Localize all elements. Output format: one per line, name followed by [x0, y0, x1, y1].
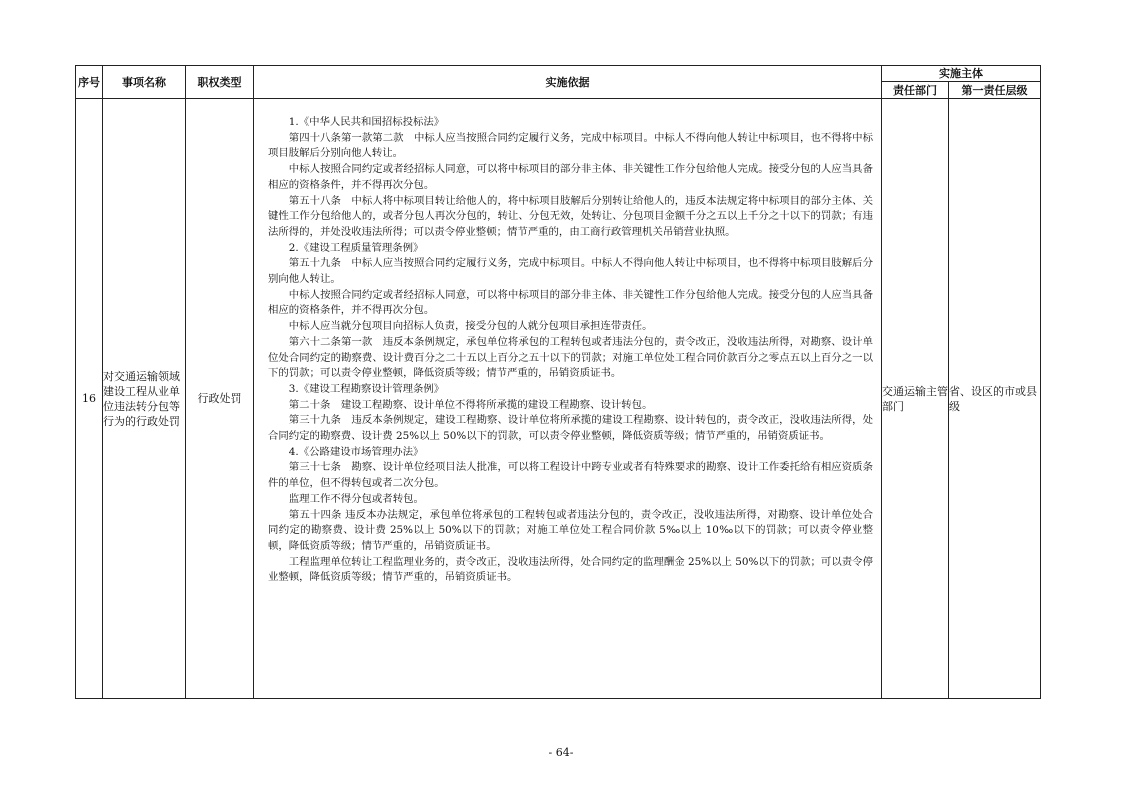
basis-paragraph: 第五十八条 中标人将中标项目转让给他人的，将中标项目肢解后分别转让给他人的，违反本法规定将中标项目的部分主体、关键性工作分包给他人的，或者分包人再次分包的，转让、分包无效，处转让、分包项目金额千分之五以上千分之十以下的罚款；有违法所得的，并处没收违法所得；可以责令停业整顿；情节严重的，由工商行政管理机关吊销营业执照。 — [268, 194, 873, 238]
page-number: - 64- — [548, 746, 574, 759]
basis-paragraph: 1.《中华人民共和国招标投标法》 — [288, 116, 445, 128]
basis-paragraph: 第二十条 建设工程勘察、设计单位不得将所承揽的建设工程勘察、设计转包。 — [288, 398, 653, 411]
basis-paragraph: 2.《建设工程质量管理条例》 — [288, 241, 424, 254]
basis-paragraph: 第三十七条 勘察、设计单位经项目法人批准，可以将工程设计中跨专业或者有特殊要求的勘察、设计工作委托给有相应资质条件的单位，但不得转包或者二次分包。 — [268, 461, 873, 490]
basis-paragraph: 第五十九条 中标人应当按照合同约定履行义务，完成中标项目。中标人不得向他人转让中标项目，也不得将中标项目肢解后分别向他人转让。 — [268, 257, 873, 286]
header-level: 第一责任层级 — [949, 82, 1041, 99]
table-row — [76, 99, 1041, 699]
row-item-name: 对交通运输领域建设工程从业单位违法转分包等行为的行政处罚 — [103, 99, 186, 699]
header-subject: 实施主体 — [882, 66, 1041, 82]
basis-paragraph: 中标人应当就分包项目向招标人负责，接受分包的人就分包项目承担连带责任。 — [288, 320, 653, 333]
row-dept: 交通运输主管部门 — [882, 99, 949, 699]
header-power-type: 职权类型 — [186, 66, 254, 99]
header-dept: 责任部门 — [882, 82, 949, 99]
basis-text — [254, 99, 881, 586]
basis-paragraph: 工程监理单位转让工程监理业务的，责令改正，没收违法所得，处合同约定的监理酬金 25%以上 50%以下的罚款；可以责令停业整顿，降低资质等级；情节严重的，吊销资质证书。 — [268, 555, 873, 584]
row-level: 省、设区的市或县级 — [949, 99, 1041, 699]
row-basis — [254, 99, 882, 699]
header-item-name: 事项名称 — [103, 66, 186, 99]
enforcement-table — [75, 65, 1041, 699]
basis-paragraph: 第六十二条第一款 违反本条例规定，承包单位将承包的工程转包或者违法分包的，责令改正，没收违法所得，对勘察、设计单位处合同约定的勘察费、设计费百分之二十五以上百分之五十以下的罚款；对施工单位处工程合同价款百分之零点五以上百分之一以下的罚款；可以责令停业整顿，降低资质等级；情节严重的，吊销资质证书。 — [268, 335, 873, 380]
basis-paragraph: 第五十四条 违反本办法规定，承包单位将承包的工程转包或者违法分包的，责令改正，没收违法所得，对勘察、设计单位处合同约定的勘察费、设计费 25%以上 50%以下的罚款；对施工单位处工程合同价款 5‰以上 10‰以下的罚款；可以责令停业整顿，降低资质等级；情节严重的，吊销资质证书。 — [268, 508, 873, 552]
basis-paragraph: 中标人按照合同约定或者经招标人同意，可以将中标项目的部分非主体、非关键性工作分包给他人完成。接受分包的人应当具备相应的资格条件，并不得再次分包。 — [268, 163, 873, 191]
header-seq: 序号 — [76, 66, 103, 99]
row-power-type: 行政处罚 — [186, 99, 254, 699]
basis-paragraph: 4.《公路建设市场管理办法》 — [288, 445, 424, 458]
basis-paragraph: 第三十九条 违反本条例规定，建设工程勘察、设计单位将所承揽的建设工程勘察、设计转包的，责令改正，没收违法所得，处合同约定的勘察费、设计费 25%以上 50%以下的罚款，可以责令停业整顿，降低资质等级；情节严重的，吊销资质证书。 — [268, 414, 873, 443]
basis-paragraph: 3.《建设工程勘察设计管理条例》 — [288, 382, 445, 395]
header-basis: 实施依据 — [254, 66, 882, 99]
basis-paragraph: 第四十八条第一款第二款 中标人应当按照合同约定履行义务，完成中标项目。中标人不得向他人转让中标项目，也不得将中标项目肢解后分别向他人转让。 — [268, 131, 873, 160]
basis-paragraph: 中标人按照合同约定或者经招标人同意，可以将中标项目的部分非主体、非关键性工作分包给他人完成。接受分包的人应当具备相应的资格条件，并不得再次分包。 — [268, 288, 873, 317]
header-row-top — [76, 66, 1041, 82]
row-seq: 16 — [76, 99, 103, 699]
basis-paragraph: 监理工作不得分包或者转包。 — [288, 492, 424, 505]
